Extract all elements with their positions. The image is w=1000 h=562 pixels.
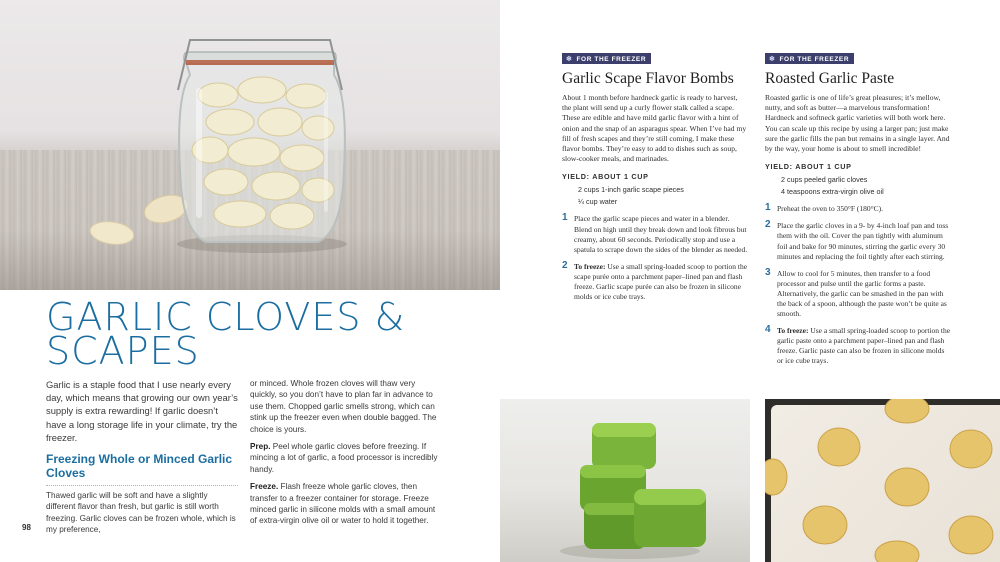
step-lead: To freeze: bbox=[574, 261, 606, 271]
step-number: 3 bbox=[765, 266, 771, 278]
step-number: 4 bbox=[765, 324, 771, 336]
recipe-yield: YIELD: ABOUT 1 CUP bbox=[765, 162, 852, 172]
body-paragraph-continued: or minced. Whole frozen cloves will thaw very quickly, so you don’t have to plan far in advance to use them. Chopped garlic smells strong, which can stink up the freezer even when double bagged. The choice is yours. bbox=[250, 379, 437, 434]
recipe-title: Garlic Scape Flavor Bombs bbox=[562, 70, 734, 87]
loose-clove bbox=[89, 219, 136, 247]
recipe-description: About 1 month before hardneck garlic is ready to harvest, the plant will send up a curly flower stalk called a scape. These are edible and have mild garlic flavor with a hint of onion and the snap of an asparagus spear. When I’ve had my fill of fresh scapes and they’re still coming, I make these flavor bombs. They’re easy to add to dishes such as soup, slow-cooker meals, and marinades. bbox=[562, 93, 747, 164]
green-cube bbox=[592, 423, 656, 469]
paste-portion bbox=[885, 468, 929, 506]
recipe-description: Roasted garlic is one of life’s great pleasures; it’s mellow, nutty, and soft as butter—a marvelous transformation! Hardneck and softneck garlic varieties will both work here. You can scale up this recipe by using a larger pan; just make sure the garlic fills the pan but remains in a single layer. And by the way, your home is about to smell incredible! bbox=[765, 93, 950, 154]
page-title: GARLIC CLOVES & SCAPES bbox=[46, 295, 406, 373]
paste-portion bbox=[950, 430, 992, 468]
left-column bbox=[46, 378, 238, 536]
recipe-step bbox=[765, 326, 951, 366]
garlic-paste-photo bbox=[765, 399, 1000, 562]
step-list bbox=[562, 214, 748, 302]
ingredient: 2 cups 1-inch garlic scape pieces bbox=[578, 185, 684, 195]
step-number: 1 bbox=[562, 212, 568, 224]
recipe-garlic-scape-flavor-bombs bbox=[562, 48, 748, 309]
prep-label: Prep. bbox=[250, 442, 271, 452]
step-number: 2 bbox=[562, 259, 568, 271]
step-text: Use a small spring-loaded scoop to portion the scape purée onto a parchment paper–lined pan and flash freeze. Garlic scape purée can also be frozen in silicone molds or ice cube trays. bbox=[574, 261, 748, 302]
paste-portion bbox=[818, 428, 860, 466]
recipe-step bbox=[765, 204, 951, 214]
recipe-roasted-garlic-paste bbox=[765, 48, 951, 374]
freeze-paragraph bbox=[250, 481, 442, 527]
ingredient-list bbox=[562, 184, 748, 208]
step-text: Preheat the oven to 350°F (180°C). bbox=[777, 204, 883, 214]
step-text: Allow to cool for 5 minutes, then transfer to a food processor and pulse until the garlic forms a paste. Alternatively, the garlic can be smashed in the pan with the back of a spoon, although the paste won’t be quite as smooth. bbox=[777, 268, 947, 319]
freezer-tag: ❄ FOR THE FREEZER bbox=[562, 53, 651, 64]
recipe-step bbox=[765, 221, 951, 261]
ingredient: 4 teaspoons extra-virgin olive oil bbox=[781, 187, 884, 197]
scape-cubes-photo bbox=[500, 399, 750, 562]
prep-paragraph bbox=[250, 441, 442, 475]
step-lead: To freeze: bbox=[777, 326, 809, 336]
glass-jar bbox=[179, 62, 345, 242]
step-number: 1 bbox=[765, 202, 771, 214]
ingredient: 2 cups peeled garlic cloves bbox=[781, 175, 868, 185]
snowflake-icon: ❄ bbox=[769, 56, 776, 63]
recipe-step bbox=[562, 259, 748, 302]
right-column bbox=[250, 378, 442, 527]
section-subheading: Freezing Whole or Minced Garlic Cloves bbox=[46, 452, 238, 486]
prep-text: Peel whole garlic cloves before freezing. If mincing a lot of garlic, a food processor is incredibly handy. bbox=[250, 442, 438, 474]
paste-portion bbox=[765, 459, 787, 495]
recipe-title: Roasted Garlic Paste bbox=[765, 70, 895, 87]
freeze-text: Flash freeze whole garlic cloves, then transfer to a freezer container for storage. Freeze minced garlic in silicone molds with a small amount of extra-virgin olive oil or water to hold it together. bbox=[250, 482, 436, 526]
paste-portion bbox=[875, 541, 919, 562]
ingredient-list bbox=[765, 174, 951, 198]
recipe-step bbox=[562, 214, 748, 254]
step-list bbox=[765, 204, 951, 366]
recipe-step bbox=[765, 266, 951, 319]
intro-paragraph: Garlic is a staple food that I use nearly every day, which means that growing our own year’s supply is extra rewarding! If garlic doesn’t have a long storage life in your climate, try the freezer. bbox=[46, 379, 238, 443]
green-cube bbox=[634, 489, 706, 547]
step-text: Place the garlic cloves in a 9- by 4-inch loaf pan and toss them with the oil. Cover the pan tightly with aluminum foil and bake for 90 minutes, stirring the garlic every 30 minutes and replacing the foil tightly after each stirring. bbox=[777, 221, 949, 261]
right-page bbox=[500, 0, 1000, 562]
recipe-yield: YIELD: ABOUT 1 CUP bbox=[562, 172, 649, 182]
snowflake-icon: ❄ bbox=[566, 56, 573, 63]
garlic-jar-photo bbox=[0, 0, 500, 290]
step-text: Place the garlic scape pieces and water in a blender. Blend on high until they break down and look fibrous but creamy, about 60 seconds. Periodically stop and use a spatula to scrape down the sides of the blender as needed. bbox=[574, 214, 748, 254]
step-number: 2 bbox=[765, 219, 771, 231]
paste-portion bbox=[885, 399, 929, 423]
freeze-label: Freeze. bbox=[250, 482, 279, 492]
body-paragraph: Thawed garlic will be soft and have a slightly different flavor than fresh, but garlic is still worth freezing. Garlic cloves can be frozen whole, which is my preference, bbox=[46, 491, 236, 535]
paste-portion bbox=[803, 506, 847, 544]
paste-portion bbox=[949, 516, 993, 554]
page-number: 98 bbox=[22, 523, 31, 532]
freezer-tag: ❄ FOR THE FREEZER bbox=[765, 53, 854, 64]
ingredient: ¼ cup water bbox=[578, 197, 618, 207]
step-text: Use a small spring-loaded scoop to portion the garlic paste onto a parchment paper–lined pan and flash freeze. Garlic paste can also be frozen in silicone molds or ice cube trays. bbox=[777, 326, 951, 366]
